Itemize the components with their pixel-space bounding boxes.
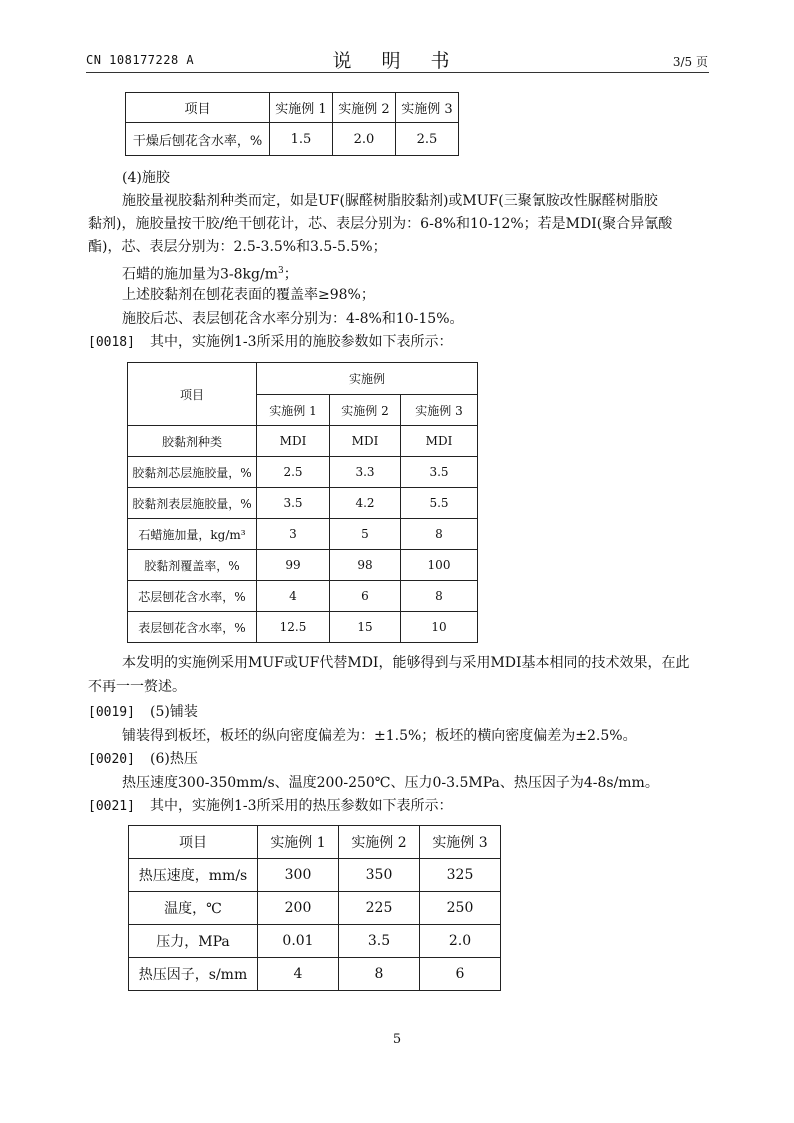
table-header-cell: 实施例 1 <box>270 93 333 123</box>
table-cell: 300 <box>258 859 339 892</box>
table-cell: 芯层刨花含水率，% <box>128 581 257 612</box>
table-cell: 3 <box>257 519 330 550</box>
table-cell: 热压因子，s/mm <box>129 958 258 991</box>
table-header-cell: 实施例 1 <box>257 395 330 426</box>
table-cell: 3.5 <box>339 925 420 958</box>
table-header-cell: 项目 <box>128 363 257 426</box>
paragraph-line: 上述胶黏剂在刨花表面的覆盖率≥98%； <box>122 287 375 303</box>
header-rule <box>86 72 709 73</box>
table-cell: 1.5 <box>270 123 333 156</box>
table-cell: 8 <box>401 519 478 550</box>
table-cell: 6 <box>420 958 501 991</box>
document-title: 说 明 书 <box>332 50 462 72</box>
table-cell: 15 <box>330 612 401 643</box>
table-cell: 胶黏剂芯层施胶量，% <box>128 457 257 488</box>
paragraph-line <box>122 260 298 287</box>
table-cell: 热压速度，mm/s <box>129 859 258 892</box>
table-cell: MDI <box>257 426 330 457</box>
table-cell: 压力，MPa <box>129 925 258 958</box>
table-cell: 4.2 <box>330 488 401 519</box>
table-cell: 8 <box>401 581 478 612</box>
sizing-parameters-table <box>127 362 478 643</box>
table-cell: 4 <box>257 581 330 612</box>
table-header-cell: 项目 <box>126 93 270 123</box>
table-cell: 胶黏剂表层施胶量，% <box>128 488 257 519</box>
table-cell: 98 <box>330 550 401 581</box>
table-cell: 胶黏剂种类 <box>128 426 257 457</box>
paragraph-tag: [0021] <box>88 799 135 814</box>
paragraph-line: 本发明的实施例采用MUF或UF代替MDI，能够得到与采用MDI基本相同的技术效果，在此 <box>122 655 690 671</box>
table-cell: 5 <box>330 519 401 550</box>
table-header-cell: 实施例 3 <box>401 395 478 426</box>
paragraph-line: 不再一一赘述。 <box>88 679 186 695</box>
paragraph-line: 其中，实施例1-3所采用的热压参数如下表所示： <box>150 798 453 814</box>
table-header-cell: 实施例 2 <box>333 93 396 123</box>
table-cell: 2.0 <box>333 123 396 156</box>
page-number: 5 <box>392 1032 402 1047</box>
paragraph-line: 热压速度300-350mm/s、温度200-250℃、压力0-3.5MPa、热压因子为4-8s/mm。 <box>122 775 659 791</box>
table-cell: 温度，℃ <box>129 892 258 925</box>
paragraph-line: 其中，实施例1-3所采用的施胶参数如下表所示： <box>150 334 453 350</box>
table-cell: 2.0 <box>420 925 501 958</box>
table-cell: 0.01 <box>258 925 339 958</box>
section-heading: (5)铺装 <box>150 704 198 720</box>
table-cell: 胶黏剂覆盖率，% <box>128 550 257 581</box>
hot-press-parameters-table <box>128 825 501 991</box>
table-cell: 350 <box>339 859 420 892</box>
paragraph-tag: [0020] <box>88 752 135 767</box>
page-indicator: 3/5 页 <box>672 55 708 69</box>
table-cell: 2.5 <box>396 123 459 156</box>
paragraph-line: 铺装得到板坯，板坯的纵向密度偏差为：±1.5%；板坯的横向密度偏差为±2.5%。 <box>122 728 637 744</box>
paragraph-line: 施胶量视胶黏剂种类而定，如是UF(脲醛树脂胶黏剂)或MUF(三聚氰胺改性脲醛树脂胶 <box>122 193 658 209</box>
table-cell: 3.3 <box>330 457 401 488</box>
table-cell: 99 <box>257 550 330 581</box>
table-cell: 100 <box>401 550 478 581</box>
table-cell: 3.5 <box>257 488 330 519</box>
table-header-cell: 实施例 3 <box>420 826 501 859</box>
section-heading: (6)热压 <box>150 751 198 767</box>
table-cell: 12.5 <box>257 612 330 643</box>
section-heading: (4)施胶 <box>122 170 170 186</box>
table-cell: 3.5 <box>401 457 478 488</box>
superscript: 3 <box>277 266 284 276</box>
table-cell: 250 <box>420 892 501 925</box>
table-header-cell: 实施例 1 <box>258 826 339 859</box>
table-cell: MDI <box>330 426 401 457</box>
paragraph-line: 酯)，芯、表层分别为：2.5-3.5%和3.5-5.5%； <box>88 239 387 255</box>
table-header-cell: 实施例 3 <box>396 93 459 123</box>
table-cell: 5.5 <box>401 488 478 519</box>
table-cell: 2.5 <box>257 457 330 488</box>
paragraph-line: 施胶后芯、表层刨花含水率分别为：4-8%和10-15%。 <box>122 311 464 327</box>
paragraph-tag: [0019] <box>88 705 135 720</box>
paragraph-tag: [0018] <box>88 335 135 350</box>
table-cell: 干燥后刨花含水率，% <box>126 123 270 156</box>
paragraph-line: 黏剂)，施胶量按干胶/绝干刨花计，芯、表层分别为：6-8%和10-12%；若是MDI(聚合异氰酸 <box>88 216 673 232</box>
table-cell: 10 <box>401 612 478 643</box>
text-span: ； <box>283 266 298 283</box>
table-cell: 石蜡施加量，kg/m³ <box>128 519 257 550</box>
table-header-cell: 实施例 2 <box>330 395 401 426</box>
table-header-cell: 实施例 <box>257 363 478 395</box>
table-cell: 4 <box>258 958 339 991</box>
table-cell: 225 <box>339 892 420 925</box>
drying-moisture-table <box>125 92 459 156</box>
table-cell: 表层刨花含水率，% <box>128 612 257 643</box>
table-cell: 200 <box>258 892 339 925</box>
table-header-cell: 实施例 2 <box>339 826 420 859</box>
text-span: 石蜡的施加量为3-8kg/m <box>122 266 278 283</box>
table-cell: 6 <box>330 581 401 612</box>
table-cell: 8 <box>339 958 420 991</box>
table-cell: 325 <box>420 859 501 892</box>
table-cell: MDI <box>401 426 478 457</box>
table-header-cell: 项目 <box>129 826 258 859</box>
patent-number: CN 108177228 A <box>86 53 195 67</box>
